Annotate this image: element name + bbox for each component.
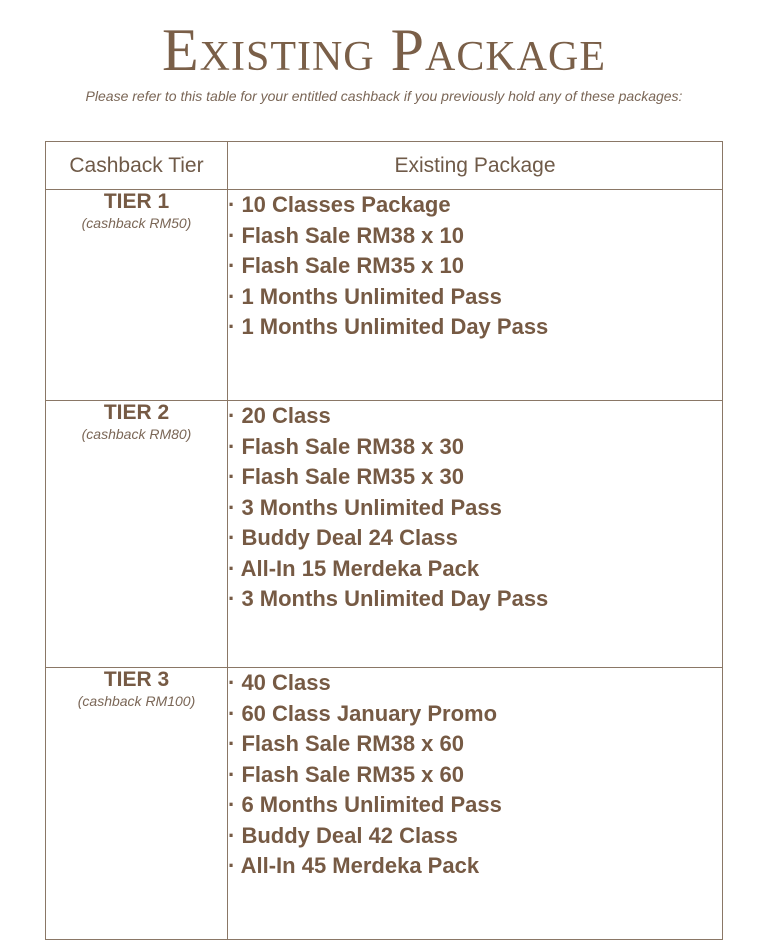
page-title: Existing Package (162, 17, 606, 83)
package-cell (228, 668, 723, 940)
tier-name: TIER 2 (103, 401, 170, 424)
package-item: · Flash Sale RM38 x 60 (228, 731, 464, 756)
tier-cashback: (cashback RM100) (77, 693, 196, 709)
package-item: · 1 Months Unlimited Pass (228, 283, 502, 309)
table-row (46, 190, 723, 401)
tier-name: TIER 3 (103, 668, 170, 691)
package-item: · Flash Sale RM35 x 60 (228, 761, 464, 787)
tier-cashback: (cashback RM50) (81, 215, 192, 231)
table-row (46, 668, 723, 940)
package-item: · Buddy Deal 42 Class (228, 822, 458, 848)
package-item: · 1 Months Unlimited Day Pass (228, 314, 549, 339)
tier-cell (46, 190, 228, 401)
package-item: · Flash Sale RM35 x 10 (228, 253, 464, 278)
package-item: · All-In 45 Merdeka Pack (228, 853, 480, 878)
package-item: · 3 Months Unlimited Pass (228, 494, 502, 520)
cashback-table (45, 141, 723, 940)
package-item: · 20 Class (228, 403, 331, 428)
package-item: · 40 Class (228, 670, 331, 695)
table-header-row (46, 142, 723, 190)
header-cashback-tier: Cashback Tier (46, 142, 228, 190)
package-cell (228, 401, 723, 668)
package-cell (228, 190, 723, 401)
package-item: · 6 Months Unlimited Pass (228, 792, 502, 817)
tier-cell (46, 668, 228, 940)
table-row (46, 401, 723, 668)
header-existing-package: Existing Package (228, 142, 723, 190)
package-item: · All-In 15 Merdeka Pack (228, 555, 480, 581)
package-item: · Flash Sale RM38 x 30 (228, 433, 464, 459)
package-item: · Buddy Deal 24 Class (228, 525, 458, 550)
tier-cashback: (cashback RM80) (81, 426, 192, 442)
package-item: · 3 Months Unlimited Day Pass (228, 586, 549, 611)
package-item: · Flash Sale RM38 x 10 (228, 222, 464, 248)
package-item: · Flash Sale RM35 x 30 (228, 464, 464, 489)
package-item: · 60 Class January Promo (228, 700, 498, 726)
page-subtitle: Please refer to this table for your entitled cashback if you previously hold any of these packages: (85, 88, 683, 104)
tier-cell (46, 401, 228, 668)
package-item: · 10 Classes Package (228, 192, 451, 217)
tier-name: TIER 1 (103, 190, 170, 213)
